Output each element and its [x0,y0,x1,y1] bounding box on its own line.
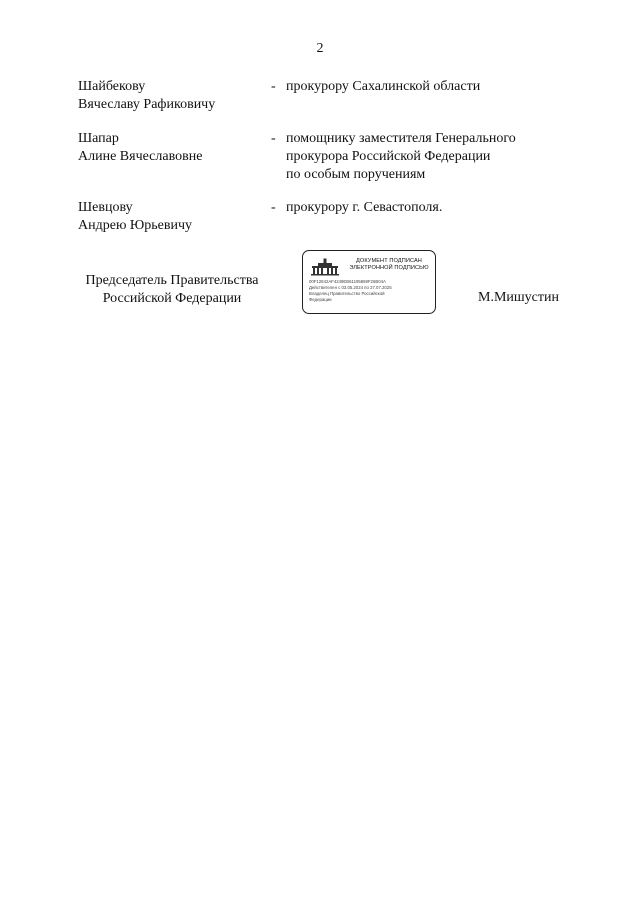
dash-separator: - [271,79,276,94]
certificate-validity: Действителен с 03.05.2024 по 27.07.2025 [309,285,392,290]
signatory-name: М.Мишустин [478,290,559,305]
appointee-position: прокурору Сахалинской области [286,79,481,94]
stamp-title: ДОКУМЕНТ ПОДПИСАН ЭЛЕКТРОННОЙ ПОДПИСЬЮ [349,258,429,271]
signatory-title: Председатель Правительства Российской Федерации [85,273,259,306]
dash-separator: - [271,200,276,215]
e-signature-stamp [302,250,436,314]
page-number: 2 [316,41,324,56]
appointee-position: прокурору г. Севастополя. [286,200,443,215]
appointee-name: Шевцову Андрею Юрьевичу [78,200,193,233]
government-building-icon [310,258,340,276]
certificate-owner: Владелец Правительство Российской [309,291,385,296]
appointee-name: Шапар Алине Вячеславовне [78,131,203,164]
appointee-position: помощнику заместителя Генерального прокурора Российской Федерации по особым поручениям [286,131,516,182]
dash-separator: - [271,131,276,146]
certificate-owner: Федерации [309,297,332,302]
stamp-details [309,279,435,303]
certificate-number: 00F12842AF4249EB61195869F26B04A [309,279,386,284]
appointee-name: Шайбекову Вячеславу Рафиковичу [78,79,216,112]
